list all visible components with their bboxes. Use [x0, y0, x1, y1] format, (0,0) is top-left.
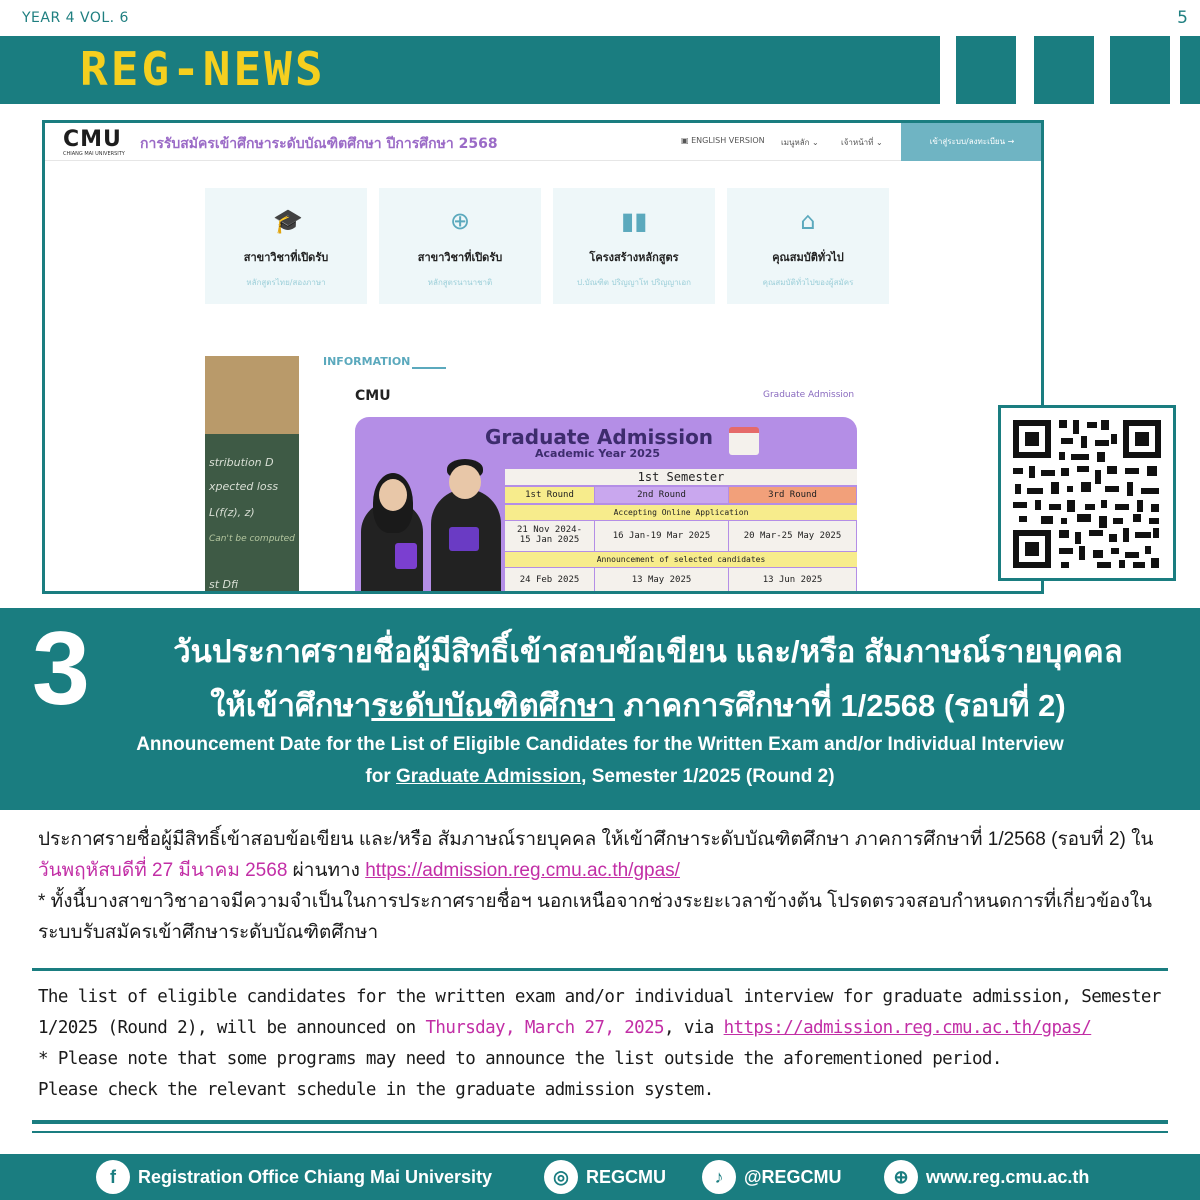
newsletter-title: REG-NEWS [80, 42, 326, 96]
section-title-th-line2 [118, 680, 1158, 730]
header-block [1034, 36, 1094, 104]
card-subtitle: หลักสูตรนานาชาติ [427, 278, 493, 287]
instagram-link[interactable] [544, 1159, 666, 1195]
card-thai-programs[interactable] [205, 188, 367, 304]
cmu-logo-text: CMU [63, 127, 122, 152]
section-title-en-line1: Announcement Date for the List of Eligible Candidates for the Written Exam and/or Individual Interview [136, 734, 1064, 755]
website-screenshot [42, 120, 1044, 594]
announcement-dates-row [505, 568, 857, 592]
section-title-en-line2 [0, 766, 1200, 788]
tiktok-icon: ♪ [702, 1160, 736, 1194]
divider [32, 968, 1168, 971]
application-date: 16 Jan-19 Mar 2025 [595, 521, 729, 551]
body-text: ประกาศรายชื่อผู้มีสิทธิ์เข้าสอบข้อเขียน และ/หรือ สัมภาษณ์รายบุคคล ให้เข้าศึกษาระดับบัณฑิตศึกษา ภาคการศึกษาที่ 1/2568 (รอบที่ 2) ใน [38, 829, 1154, 850]
site-navbar [45, 123, 1041, 161]
body-english-note: * Please note that some programs may need to announce the list outside the aforementioned period. [38, 1049, 1002, 1069]
english-version-link[interactable] [681, 136, 765, 145]
english-version-label: ENGLISH VERSION [691, 136, 765, 145]
chalk-writing: st Dfi [209, 578, 239, 591]
body-thai-note: * ทั้งนี้บางสาขาวิชาอาจมีความจำเป็นในการประกาศรายชื่อฯ นอกเหนือจากช่วงระยะเวลาข้างต้น โปรดตรวจสอบกำหนดการที่เกี่ยวข้องในระบบรับสมัครเข้าศึกษาระดับบัณฑิตศึกษา [38, 891, 1153, 943]
book-icon: ▮▮ [621, 207, 648, 235]
poster-title: Graduate Admission [485, 425, 714, 449]
face [379, 479, 407, 511]
chalk-writing: xpected loss [209, 480, 279, 493]
poster-cmu-logo: CMU [355, 388, 391, 404]
section-title-th-line1: วันประกาศรายชื่อผู้มีสิทธิ์เข้าสอบข้อเขียน และ/หรือ สัมภาษณ์รายบุคคล [173, 634, 1123, 669]
card-title: คุณสมบัติทั่วไป [772, 251, 844, 264]
chalkboard-photo [205, 356, 299, 594]
title-part: ให้เข้าศึกษา [210, 688, 372, 723]
body-english-paragraph [38, 982, 1168, 1044]
globe-icon: ⊕ [449, 207, 471, 235]
application-date: 20 Mar-25 May 2025 [729, 521, 857, 551]
folder [395, 543, 417, 569]
card-subtitle: หลักสูตรไทย/สองภาษา [246, 278, 326, 287]
page-number: 5 [1177, 8, 1188, 28]
tiktok-label: @REGCMU [744, 1166, 842, 1187]
main-menu-label: เมนูหลัก [781, 138, 810, 147]
round-3: 3rd Round [729, 487, 857, 503]
card-title: สาขาวิชาที่เปิดรับ [417, 251, 503, 264]
chalk-writing: Can't be computed [209, 534, 295, 544]
card-title: โครงสร้างหลักสูตร [589, 251, 679, 264]
poster-year: Academic Year 2025 [535, 447, 661, 460]
poster-brand: Graduate Admission [763, 390, 855, 400]
chevron-down-icon: ⌄ [875, 138, 883, 147]
facebook-label: Registration Office Chiang Mai University [138, 1166, 493, 1187]
application-date: 21 Nov 2024- 15 Jan 2025 [505, 521, 595, 551]
card-title: สาขาวิชาที่เปิดรับ [243, 251, 329, 264]
globe-icon: ⊕ [884, 1160, 918, 1194]
tiktok-link[interactable] [702, 1159, 842, 1195]
application-dates-row [505, 521, 857, 551]
round-1: 1st Round [505, 487, 595, 503]
body-english [38, 982, 1168, 1106]
students-photo [355, 457, 505, 594]
chevron-down-icon: ⌄ [812, 138, 819, 147]
semester-row: 1st Semester [505, 469, 857, 485]
site-title: การรับสมัครเข้าศึกษาระดับบัณฑิตศึกษา ปีการศึกษา 2568 [140, 136, 498, 152]
body-thai-paragraph [38, 824, 1168, 886]
title-part: ภาคการศึกษาที่ 1/2568 (รอบที่ 2) [615, 688, 1066, 723]
instagram-label: REGCMU [586, 1166, 666, 1187]
qr-code-graphic [1001, 408, 1173, 578]
announcement-date: 24 Feb 2025 [505, 568, 595, 592]
cmu-logo [63, 127, 122, 152]
section-number: 3 [32, 611, 90, 727]
card-curriculum[interactable] [553, 188, 715, 304]
card-qualifications[interactable] [727, 188, 889, 304]
admission-poster [355, 417, 857, 594]
title-part-underlined: ระดับบัณฑิตศึกษา [371, 688, 616, 723]
website-label: www.reg.cmu.ac.th [926, 1166, 1090, 1187]
announcement-date: 13 May 2025 [595, 568, 729, 592]
cmu-logo-subtitle: CHIANG MAI UNIVERSITY [63, 151, 125, 157]
announcement-date-th: วันพฤหัสบดีที่ 27 มีนาคม 2568 [38, 860, 288, 881]
arrow-right-icon: → [1007, 137, 1015, 146]
qr-code[interactable] [998, 405, 1176, 581]
body-text: The list of eligible candidates for the written exam and/or individual interview for graduate admission, Semester 1/2025 (Round 2), will be announced on [38, 987, 1161, 1038]
card-subtitle: ป.บัณฑิต ปริญญาโท ปริญญาเอก [577, 278, 691, 287]
face [449, 465, 481, 499]
login-label: เข้าสู่ระบบ/ลงทะเบียน [929, 137, 1006, 146]
announcement-date-en: Thursday, March 27, 2025 [425, 1018, 664, 1038]
card-international-programs[interactable] [379, 188, 541, 304]
body-text: , via [663, 1018, 724, 1038]
rounds-row [505, 487, 857, 503]
accepting-row: Accepting Online Application [505, 505, 857, 520]
facebook-link[interactable] [96, 1159, 492, 1195]
staff-menu-label: เจ้าหน้าที่ [841, 138, 874, 147]
staff-menu-dropdown[interactable] [841, 136, 883, 149]
login-button[interactable] [901, 123, 1043, 161]
title-part: , Semester 1/2025 (Round 2) [581, 766, 835, 787]
facebook-icon: f [96, 1160, 130, 1194]
announcement-date: 13 Jun 2025 [729, 568, 857, 592]
title-part: for [365, 766, 397, 787]
body-text: ผ่านทาง [287, 860, 366, 881]
announcement-row: Announcement of selected candidates [505, 552, 857, 567]
issue-label: YEAR 4 VOL. 6 [22, 10, 129, 26]
chalk-writing: L(f(z), z) [209, 506, 255, 519]
main-menu-dropdown[interactable] [781, 136, 819, 149]
heading-underline [412, 367, 446, 369]
instagram-icon: ◎ [544, 1160, 578, 1194]
uk-flag-icon: ▣ [681, 136, 692, 145]
header-block [1110, 36, 1170, 104]
header-block [1180, 36, 1200, 104]
body-thai [38, 824, 1168, 948]
information-heading: INFORMATION [323, 355, 411, 368]
website-link[interactable] [884, 1159, 1089, 1195]
divider [32, 1131, 1168, 1133]
title-part-underlined: Graduate Admission [396, 766, 582, 787]
admission-link[interactable]: https://admission.reg.cmu.ac.th/gpas/ [723, 1018, 1092, 1038]
graduation-cap-icon: 🎓 [273, 207, 303, 235]
divider [32, 1120, 1168, 1124]
body-english-note: Please check the relevant schedule in the graduate admission system. [38, 1080, 714, 1100]
card-subtitle: คุณสมบัติทั่วไปของผู้สมัคร [762, 278, 854, 287]
header-block [956, 36, 1016, 104]
chalk-writing: stribution D [209, 456, 274, 469]
round-2: 2nd Round [595, 487, 729, 503]
folder [449, 527, 479, 551]
admission-link[interactable]: https://admission.reg.cmu.ac.th/gpas/ [365, 860, 680, 881]
home-icon: ⌂ [800, 207, 816, 235]
wood-panel [205, 356, 299, 434]
calendar-icon [729, 427, 759, 455]
